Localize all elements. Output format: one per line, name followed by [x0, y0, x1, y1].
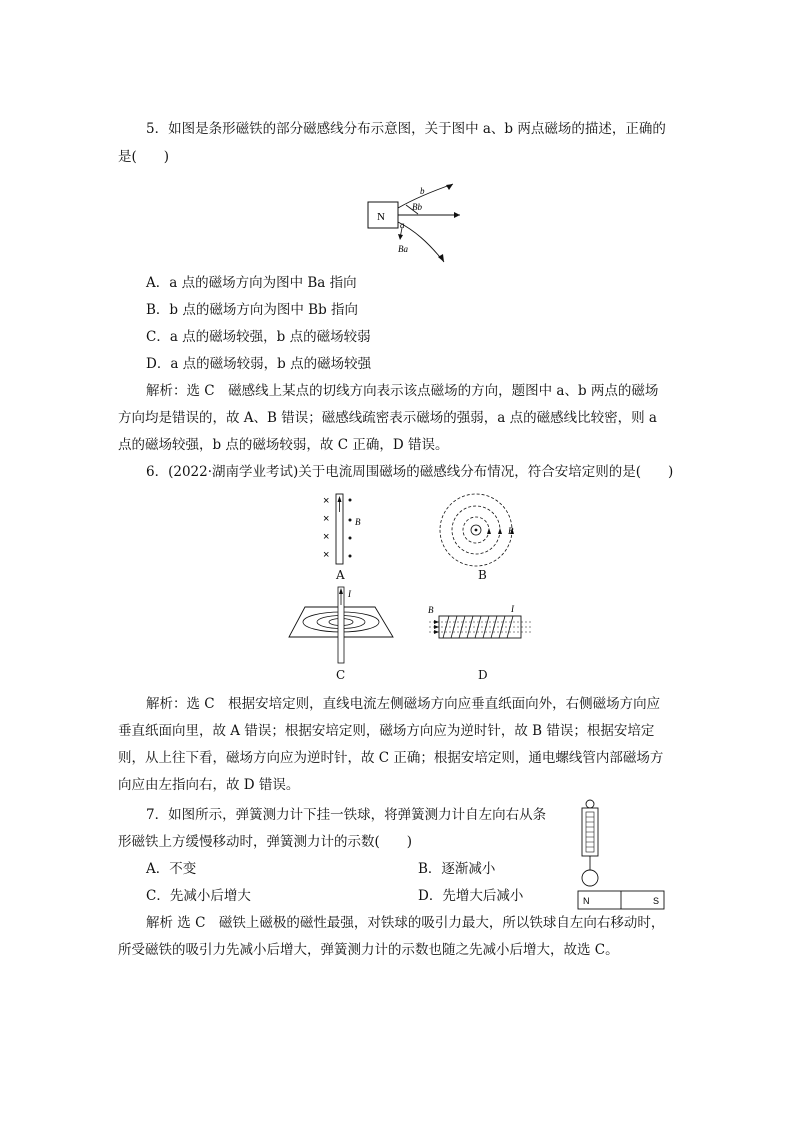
q5-analysis-line1: 解析：选 C 磁感线上某点的切线方向表示该点磁场的方向，题图中 a、b 两点的磁场 — [146, 383, 659, 399]
q5-option-a: A．a 点的磁场方向为图中 Ba 指向 — [146, 275, 357, 291]
q7-analysis-line2: 所受磁铁的吸引力先减小后增大，弹簧测力计的示数也随之先减小后增大，故选 C。 — [118, 942, 619, 958]
q6-d-field-label: B — [428, 605, 434, 615]
q5-stem-line2: 是( ) — [118, 149, 170, 165]
q5-bb-label: Bb — [412, 202, 422, 212]
q6-a-field-label: B — [355, 517, 361, 527]
q6-figure-b — [438, 492, 528, 572]
svg-text:×: × — [323, 531, 330, 543]
q5-option-d: D．a 点的磁场较弱，b 点的磁场较强 — [146, 356, 372, 372]
q7-n-label: N — [583, 896, 590, 906]
q7-stem-line1: 7．如图所示，弹簧测力计下挂一铁球，将弹簧测力计自左向右从条 — [146, 807, 547, 823]
q5-option-c: C．a 点的磁场较强，b 点的磁场较弱 — [146, 329, 371, 345]
q6-analysis-line4: 向应由左指向右，故 D 错误。 — [118, 777, 300, 793]
q6-figure-c — [285, 585, 397, 665]
q6-figure-a-label: A — [336, 568, 345, 582]
q7-option-a: A．不变 — [146, 861, 197, 877]
q7-spring-scale-figure — [572, 798, 672, 913]
q6-figure-c-label: C — [336, 668, 346, 682]
q6-analysis-line2: 垂直纸面向里，故 A 错误；根据安培定则，磁场方向应为逆时针，故 B 错误；根据安培定 — [118, 723, 655, 739]
q5-stem-line1: 5．如图是条形磁铁的部分磁感线分布示意图，关于图中 a、b 两点磁场的描述，正确的 — [146, 121, 666, 137]
q6-figure-b-label: B — [478, 568, 487, 582]
q5-b-point: b — [420, 186, 425, 196]
q6-figure-a — [310, 492, 380, 574]
q7-s-label: S — [653, 896, 660, 906]
q5-option-b: B．b 点的磁场方向为图中 Bb 指向 — [146, 302, 358, 318]
svg-text:×: × — [323, 549, 330, 561]
q5-analysis-line2: 方向均是错误的，故 A、B 错误；磁感线疏密表示磁场的强弱，a 点的磁感线比较密，则 a — [118, 410, 657, 426]
q5-magnet-figure — [350, 180, 470, 270]
q6-figure-d — [425, 600, 535, 650]
q5-n-label: N — [377, 211, 385, 223]
q7-stem-line2: 形磁铁上方缓慢移动时，弹簧测力计的示数( ) — [118, 834, 413, 850]
q6-d-current-label: I — [511, 604, 514, 614]
q5-ba-label: Ba — [398, 244, 408, 254]
q6-analysis-line1: 解析：选 C 根据安培定则，直线电流左侧磁场方向应垂直纸面向外，右侧磁场方向应 — [146, 696, 661, 712]
svg-text:×: × — [323, 495, 330, 507]
q5-a-point: a — [400, 220, 405, 230]
q6-analysis-line3: 则，从上往下看，磁场方向应为逆时针，故 C 正确；根据安培定则，通电螺线管内部磁场方 — [118, 750, 664, 766]
q5-analysis-line3: 点的磁场较强，b 点的磁场较弱，故 C 正确，D 错误。 — [118, 437, 449, 453]
q6-figure-d-label: D — [478, 668, 488, 682]
q6-stem: 6．(2022·湖南学业考试)关于电流周围磁场的磁感线分布情况，符合安培定则的是( ) — [146, 464, 674, 480]
svg-text:×: × — [323, 513, 330, 525]
q6-c-current-label: I — [348, 589, 351, 599]
q7-option-c: C．先减小后增大 — [146, 888, 251, 904]
q7-option-b: B．逐渐减小 — [418, 861, 496, 877]
q6-b-field-label: B — [508, 526, 514, 536]
q7-option-d: D．先增大后减小 — [418, 888, 524, 904]
q7-analysis-line1: 解析 选 C 磁铁上磁极的磁性最强，对铁球的吸引力最大，所以铁球自左向右移动时， — [146, 915, 665, 931]
